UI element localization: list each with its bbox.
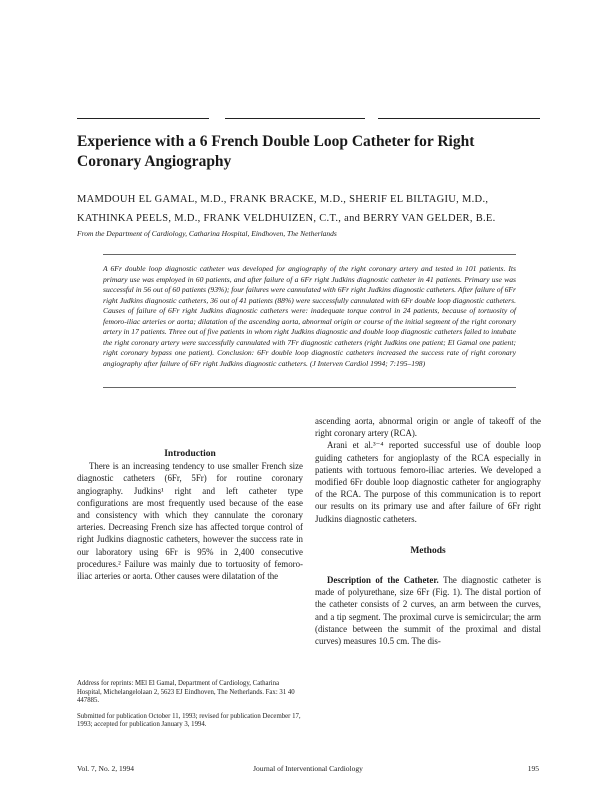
introduction-paragraph-2: Arani et al.³⁻⁴ reported successful use of double loop guiding catheters for angioplasty of the RCA especially in patients with tortuous femoro-iliac arteries. We developed a modified 6Fr double loop diagnostic catheter for angiography of the RCA. The purpose of this communication is to report our results on its primary use and after failure of 6Fr right Judkins diagnostic catheters. bbox=[315, 440, 541, 524]
top-rule bbox=[77, 118, 209, 119]
top-rule bbox=[378, 118, 540, 119]
left-column bbox=[77, 448, 303, 582]
abstract-top-rule bbox=[103, 254, 516, 255]
abstract-bottom-rule bbox=[103, 387, 516, 388]
author-list: MAMDOUH EL GAMAL, M.D., FRANK BRACKE, M.D., SHERIF EL BILTAGIU, M.D., KATHINKA PEELS, M.D., FRANK VELDHUIZEN, C.T., and BERRY VAN GELDER, B.E. bbox=[77, 194, 496, 224]
abstract: A 6Fr double loop diagnostic catheter was developed for angiography of the right coronary artery and tested in 101 patients. Its primary use was employed in 60 patients, and after failure of a 6Fr right Judkins diagnostic catheter in 41 patients. Primary use was successful in 56 out of 60 patients (93%); four failures were cannulated with 6Fr right Judkins diagnostic catheters. After failure of 6Fr right Judkins diagnostic catheters, 36 out of 41 patients (88%) were successfully cannulated with 6Fr double loop diagnostic catheters. Causes of failure of 6Fr right Judkins diagnostic catheters were: inadequate torque control in 24 patients, because of tortuosity of femoro-iliac arteries or aorta; dilatation of the ascending aorta, abnormal origin or course of the initial segment of the right coronary artery in 17 patients. Three out of five patients in whom right Judkins diagnostic and double loop diagnostic catheters failed to intubate the right coronary artery were successfully cannulated with 7Fr diagnostic catheters (right Judkins one patient; El Gamal one patient; right coronary bypass one patient). Conclusion: 6Fr double loop diagnostic catheters increased the success rate of right coronary angiography after failure of 6Fr right Judkins diagnostic catheters. (J Interven Cardiol 1994; 7:195–198) bbox=[103, 264, 516, 368]
introduction-paragraph: There is an increasing tendency to use smaller French size diagnostic catheters (6Fr, 5Fr) for routine coronary angiography. Judkins¹ right and left catheter type configurations are most frequently used because of the ease and consistency with which they cannulate the coronary arteries. Decreasing French size has affected torque control of right Judkins diagnostic catheters, however the success rate in our laboratory using 6Fr is 95% in 2,400 consecutive procedures.² Failure was mainly due to tortuosity of femoro-iliac arteries or aorta. Other causes were dilatation of the bbox=[77, 461, 303, 582]
top-rule bbox=[225, 118, 365, 119]
methods-text: The diagnostic catheter is made of polyurethane, size 6Fr (Fig. 1). The distal portion of the catheter consists of 2 curves, an arm between the curves, and a tip segment. The proximal curve is semicircular; the arm (distance between the summit of the proximal and distal curves) measures 10.5 cm. The dis- bbox=[315, 575, 542, 647]
methods-heading: Methods bbox=[410, 545, 446, 556]
introduction-heading: Introduction bbox=[164, 449, 216, 459]
methods-subheading: Description of the Catheter. bbox=[327, 575, 439, 586]
footer-journal: Journal of Interventional Cardiology bbox=[253, 764, 363, 773]
reprint-address: Address for reprints: MEl El Gamal, Department of Cardiology, Catharina Hospital, Michelangelolaan 2, 5623 EJ Eindhoven, The Netherlands. Fax: 31 40 447885. bbox=[77, 680, 295, 704]
page-footer bbox=[77, 764, 539, 776]
right-column bbox=[315, 415, 541, 647]
methods-paragraph bbox=[315, 574, 541, 647]
footer-volume: Vol. 7, No. 2, 1994 bbox=[77, 764, 134, 773]
submission-dates: Submitted for publication October 11, 1993; revised for publication December 17, 1993; accepted for publication January 3, 1994. bbox=[77, 712, 301, 728]
introduction-continuation: ascending aorta, abnormal origin or angle of takeoff of the right coronary artery (RCA). bbox=[315, 416, 541, 439]
article-title: Experience with a 6 French Double Loop Catheter for Right Coronary Angiography bbox=[77, 133, 475, 170]
footer-page-number: 195 bbox=[527, 764, 539, 773]
affiliation: From the Department of Cardiology, Catharina Hospital, Eindhoven, The Netherlands bbox=[77, 229, 337, 238]
footnotes bbox=[77, 680, 303, 737]
